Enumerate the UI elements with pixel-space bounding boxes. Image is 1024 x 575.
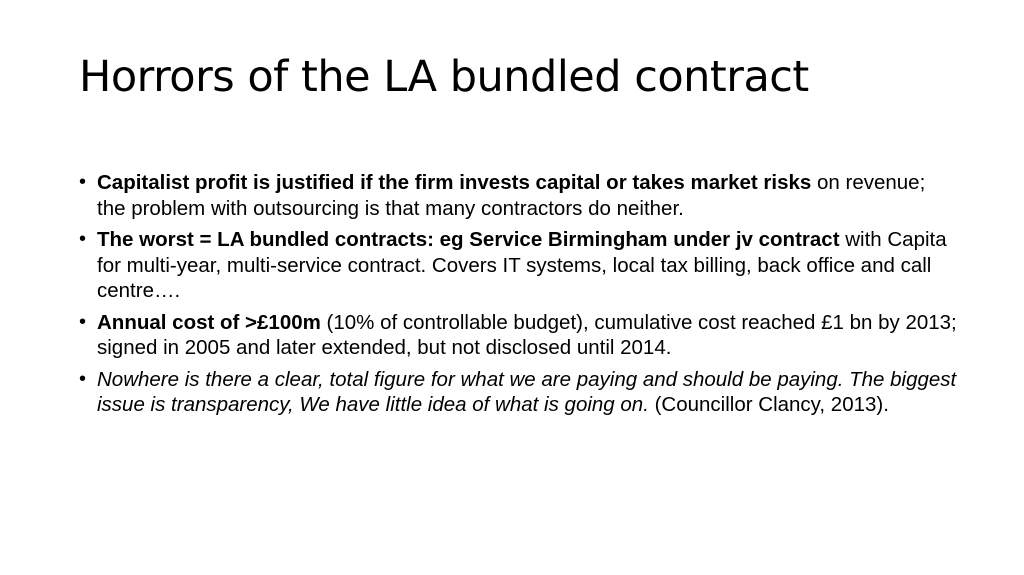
bullet-item-4 <box>79 367 959 418</box>
bullet-item-1 <box>79 170 959 221</box>
bullet-marker: • <box>79 228 87 250</box>
slide-title: Horrors of the LA bundled contract <box>79 52 809 102</box>
bullet-marker: • <box>79 367 87 390</box>
bullet-marker: • <box>79 171 87 193</box>
bullet-text: on revenue; the problem with outsourcing is that many contractors do neither. <box>97 171 926 220</box>
bullet-marker: • <box>79 310 87 333</box>
bullet-quote-text: Nowhere is there a clear, total figure for what we are paying and should be paying. The biggest issue is transparency, We have little idea of what is going on. <box>97 367 957 416</box>
bullet-bold-text: Annual cost of >£100m <box>97 310 321 334</box>
bullet-bold-text: The worst = LA bundled contracts: eg Service Birmingham under jv contract <box>97 228 840 251</box>
bullet-text: (10% of controllable budget), cumulative cost reached £1 bn by 2013; signed in 2005 and later extended, but not disclosed until 2014. <box>97 310 957 359</box>
bullet-item-3 <box>79 310 959 361</box>
bullet-citation: (Councillor Clancy, 2013). <box>648 393 889 416</box>
bullet-item-2 <box>79 227 959 304</box>
bullet-text: with Capita for multi-year, multi-service contract. Covers IT systems, local tax billing, back office and call centre…. <box>97 228 947 302</box>
bullet-bold-text: Capitalist profit is justified if the firm invests capital or takes market risks <box>97 171 812 194</box>
bullet-list <box>79 170 959 424</box>
